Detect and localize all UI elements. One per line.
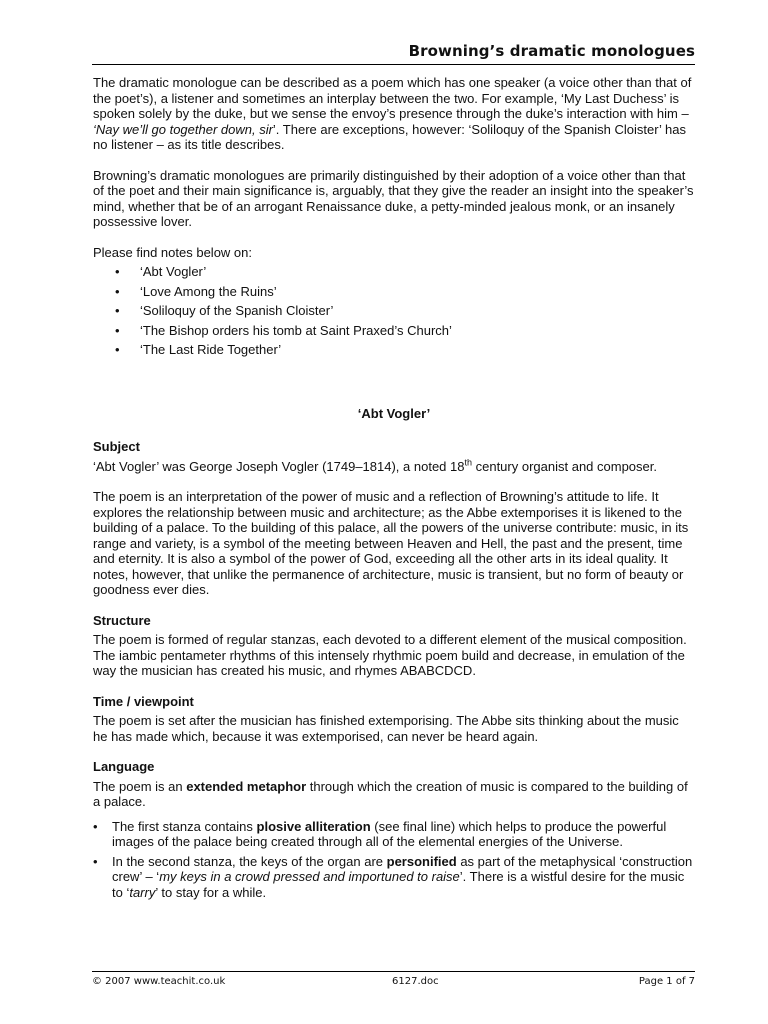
bullet-icon: • (115, 303, 120, 318)
time-viewpoint-heading: Time / viewpoint (93, 693, 194, 709)
intro-paragraph-1: The dramatic monologue can be described as a poem which has one speaker (a voice other than that of the poet’s), a listener and sometimes an interplay between the two. For example, ‘My Last Duchess’ is spoken solely by the duke, but we sense the envoy’s presence through the duke’s interaction with him – ‘Nay we’ll go together down, sir’. There are exceptions, however: ‘Soliloquy of the Spanish Cloister’ has no listener – as its title describes. (93, 75, 692, 152)
structure-heading: Structure (93, 612, 151, 628)
subject-heading: Subject (93, 439, 140, 454)
bullet-icon: • (115, 264, 120, 279)
bullet-icon: • (115, 322, 120, 338)
language-heading: Language (93, 759, 155, 774)
subject-paragraph-2: The poem is an interpretation of the power of music and a reflection of Browning’s attitude to life. It explores the relationship between music and architecture; as the Abbe extemporises it is likened to the building of a palace. To the building of this palace, all the powers of the universe contribute: music, in its range and variety, is a symbol of the meeting between Heaven and Hell, the past and the present, time and eternity. It is also a symbol of the power of God, exceeding all the other arts in its ideal quality. It notes, however, that unlike the permanence of architecture, music is transient, but no form of beauty or goodness ever dies. (93, 489, 689, 597)
list-item: • ‘Love Among the Ruins’ (115, 283, 277, 299)
intro-paragraph-3: Please find notes below on: (93, 244, 252, 260)
footer-page-number: Page 1 of 7 (638, 976, 695, 987)
page-footer (92, 971, 695, 992)
intro-paragraph-2: Browning’s dramatic monologues are primarily distinguished by their adoption of a voice other than that of the poet and their main significance is, arguably, that they give the reader an insight into the speaker’s mind, whether that be of an arrogant Renaissance duke, a petty-minded jealous monk, or an insanely possessive lover. (93, 167, 694, 229)
list-item: • ‘The Bishop orders his tomb at Saint Praxed’s Church’ (115, 322, 452, 338)
list-item: • ‘Abt Vogler’ (115, 264, 207, 279)
list-item: • In the second stanza, the keys of the organ are personified as part of the metaphysical ‘construction crew’ – ‘my keys in a crowd pressed and importuned to raise’. There is a wistful desire for the music to ‘tarry’ to stay for a while. (93, 853, 693, 900)
footer-copyright: © 2007 www.teachit.co.uk (92, 976, 226, 987)
language-bullets (93, 819, 695, 901)
time-viewpoint-paragraph: The poem is set after the musician has finished extemporising. The Abbe sits thinking about the music he has made which, because it was extemporised, can never be heard again. (93, 713, 679, 744)
document-body (93, 75, 695, 904)
list-item: • ‘Soliloquy of the Spanish Cloister’ (115, 303, 334, 318)
list-item: • The first stanza contains plosive alliteration (see final line) which helps to produce the powerful images of the palace being created through all of the elemental energies of the Universe. (93, 818, 667, 849)
bullet-icon: • (93, 853, 98, 869)
notes-list (93, 264, 695, 358)
footer-doc-name: 6127.doc (392, 976, 439, 987)
section-title: ‘Abt Vogler’ (357, 405, 431, 421)
list-item: • ‘The Last Ride Together’ (115, 342, 282, 357)
document-title: Browning’s dramatic monologues (408, 42, 695, 60)
bullet-icon: • (115, 342, 120, 357)
bullet-icon: • (115, 283, 120, 299)
page-header (92, 40, 695, 65)
language-paragraph: The poem is an extended metaphor through which the creation of music is compared to the building of a palace. (93, 778, 688, 809)
subject-paragraph-1: ‘Abt Vogler’ was George Joseph Vogler (1749–1814), a noted 18th century organist and composer. (93, 457, 657, 474)
structure-paragraph: The poem is formed of regular stanzas, each devoted to a different element of the musical composition. The iambic pentameter rhythms of this intensely rhythmic poem build and decrease, in emulation of the way the musician has created his music, and rhymes ABABCDCD. (93, 632, 687, 678)
bullet-icon: • (93, 818, 98, 834)
